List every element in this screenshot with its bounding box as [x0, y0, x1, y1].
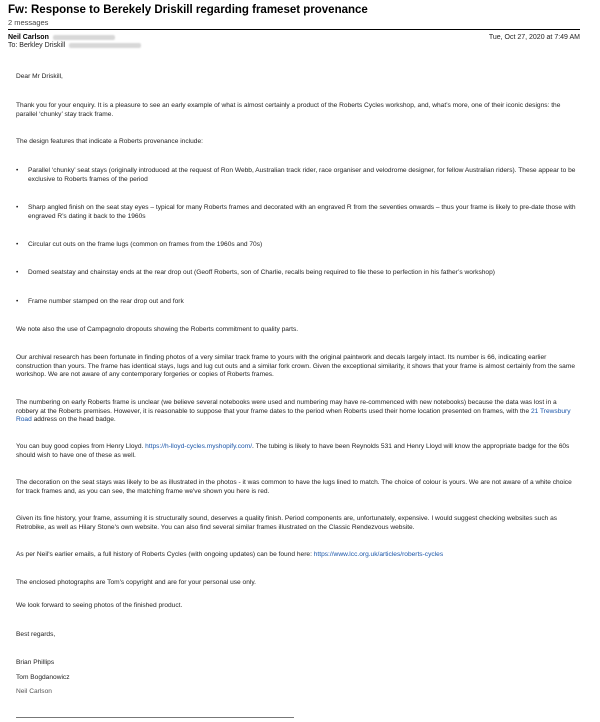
list-item: • Frame number stamped on the rear drop out and fork	[16, 298, 576, 307]
henry-lloyd-link[interactable]: https://h-lloyd-cycles.myshopify.com/	[145, 443, 253, 450]
paragraph-campagnolo: We note also the use of Campagnolo dropouts showing the Roberts commitment to quality parts.	[16, 326, 299, 333]
address-link[interactable]: 21 Trewsbury Road	[16, 407, 571, 423]
list-item: • Parallel ‘chunky’ seat stays (originally introduced at the request of Ron Webb, Australian track rider, race organiser and velodrome designer, for fellow Australian riders). These appear to be exclusive to Roberts frames of the period	[16, 167, 576, 184]
sender-email-redacted	[53, 35, 115, 40]
list-item: • Domed seatstay and chainstay ends at the rear drop out (Geoff Roberts, son of Charlie, recalls being required to file these to perfection in his father’s workshop)	[16, 269, 576, 278]
sender-name[interactable]: Neil Carlson	[8, 34, 49, 41]
paragraph-numbering-tail: address on the head badge.	[31, 416, 116, 423]
paragraph-intro: Thank you for your enquiry. It is a pleasure to see an early example of what is almost certainly a product of the Roberts Cycles workshop, and, what’s more, one of their iconic designs: the parallel ‘chunky’ stay track frame.	[16, 102, 561, 118]
paragraph-finish: Given its fine history, your frame, assuming it is structurally sound, deserves a quality finish. Period components are, unfortunately, expensive. I would suggest checking websites such as Retrobike, as well as Hilary Stone's own website. You can also find several similar frames illustrated on the Classic Rendezvous website.	[16, 515, 558, 531]
paragraph-closing-wish: We look forward to seeing photos of the finished product.	[16, 602, 183, 609]
list-item: • Sharp angled finish on the seat stay eyes – typical for many Roberts frames and decorated with an engraved R from the seventies onwards – thus your frame is likely to pre-date those with engraved R’s dating it back to the 1960s	[16, 204, 576, 221]
signature-name: Brian Phillips	[16, 659, 55, 666]
email-date: Tue, Oct 27, 2020 at 7:49 AM	[488, 34, 580, 41]
closing-salutation: Best regards,	[16, 631, 56, 638]
recipient-line	[8, 42, 141, 49]
signature-name: Neil Carlson	[16, 688, 52, 695]
message-count: 2 messages	[8, 18, 49, 27]
paragraph-copyright: The enclosed photographs are Tom's copyright and are for your personal use only.	[16, 579, 256, 586]
email-subject: Fw: Response to Berekely Driskill regarding frameset provenance	[8, 4, 368, 16]
paragraph-copies-tail: . The tubing is likely to have been Reynolds 531 and Henry Lloyd will know the appropriate badge for the 60s should wish to have one of these as well.	[16, 443, 570, 459]
header-divider	[8, 29, 580, 30]
paragraph-history	[16, 551, 580, 560]
lcc-history-link[interactable]: https://www.lcc.org.uk/articles/roberts-cycles	[313, 551, 444, 558]
list-item: • Circular cut outs on the frame lugs (common on frames from the 1960s and 70s)	[16, 241, 576, 250]
greeting: Dear Mr Driskill,	[16, 73, 63, 80]
paragraph-numbering-text: The numbering on early Roberts frame is unclear (we believe several notebooks were used and numbering may have re-commenced with new notebooks) because the data was lost in a robbery at the Roberts premises. However, it is reasonable to suppose that your frame dates to the period when Roberts used their home location presented on frames, with the	[16, 399, 557, 415]
sender-line	[8, 34, 115, 41]
footer-divider	[16, 717, 294, 718]
signature-name: Tom Bogdanowicz	[16, 674, 70, 681]
paragraph-decoration: The decoration on the seat stays was likely to be as illustrated in the photos - it was common to have the lugs lined to match. The choice of colour is yours. We are not aware of a white choice for track frames and, as you can see, the matching frame we've shown you here is red.	[16, 479, 572, 495]
paragraph-copies	[16, 443, 580, 460]
paragraph-history-text: As per Neil's earlier emails, a full history of Roberts Cycles (with ongoing updates) can be found here:	[16, 551, 314, 558]
paragraph-numbering	[16, 399, 580, 425]
recipient-email-redacted	[69, 43, 141, 48]
paragraph-features-heading: The design features that indicate a Roberts provenance include:	[16, 138, 203, 145]
paragraph-copies-text: You can buy good copies from Henry Lloyd.	[16, 443, 146, 450]
recipient-label: To: Berkley Driskill	[8, 42, 66, 49]
paragraph-archival: Our archival research has been fortunate in finding photos of a very similar track frame to yours with the original paintwork and decals largely intact. Its number is 66, indicating earlier construction than yours. The frame has identical stays, lugs and lug cut outs and a similar fork crown. Given the exceptional similarity, it shows that your frame is almost certainly from the same workshop. We are not aware of any contemporary forgeries or copies of Roberts frames.	[16, 354, 576, 378]
